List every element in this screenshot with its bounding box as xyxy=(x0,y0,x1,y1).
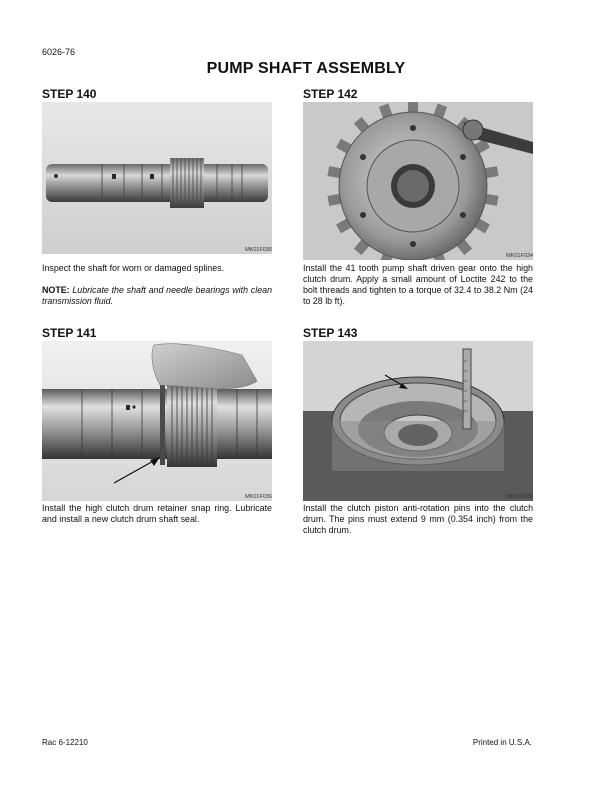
pump-shaft-image xyxy=(42,102,272,254)
step-143-heading: STEP 143 xyxy=(303,326,358,340)
footer-left: Rac 6-12210 xyxy=(42,738,88,747)
figure-code: MK01F035 xyxy=(245,247,272,253)
step-141-text: Install the high clutch drum retainer snap ring. Lubricate and install a new clutch drum shaft seal. xyxy=(42,503,272,524)
clutch-drum-image xyxy=(303,341,533,501)
step-140-photo xyxy=(42,102,272,254)
page-number: 6026-76 xyxy=(42,47,76,57)
figure-code: MK01F038 xyxy=(506,494,533,500)
snap-ring-image xyxy=(42,341,272,501)
step-140-text: Inspect the shaft for worn or damaged splines. xyxy=(42,263,225,273)
step-143-photo xyxy=(303,341,533,501)
step-143-text: Install the clutch piston anti-rotation pins into the clutch drum. The pins must extend 9 mm (0.354 inch) from the clutch drum. xyxy=(303,503,533,535)
figure-code: MK01F034 xyxy=(506,253,533,259)
left-column xyxy=(42,0,272,792)
step-141-heading: STEP 141 xyxy=(42,326,97,340)
note-text: Lubricate the shaft and needle bearings with clean transmission fluid. xyxy=(42,285,272,306)
step-142-text: Install the 41 tooth pump shaft driven gear onto the high clutch drum. Apply a small amount of Loctite 242 to the bolt threads and tighten to a torque of 32.4 to 38.2 Nm (24 to 28 lb ft). xyxy=(303,263,533,306)
step-140-heading: STEP 140 xyxy=(42,87,97,101)
step-140-note xyxy=(42,285,272,307)
page-title: PUMP SHAFT ASSEMBLY xyxy=(206,60,406,77)
note-label: NOTE: xyxy=(42,285,70,295)
step-142-photo xyxy=(303,102,533,260)
footer-right: Printed in U.S.A. xyxy=(472,738,532,747)
right-column xyxy=(303,0,533,792)
step-141-photo xyxy=(42,341,272,501)
figure-code: MK01F036 xyxy=(245,494,272,500)
driven-gear-image xyxy=(303,102,533,260)
step-142-heading: STEP 142 xyxy=(303,87,358,101)
